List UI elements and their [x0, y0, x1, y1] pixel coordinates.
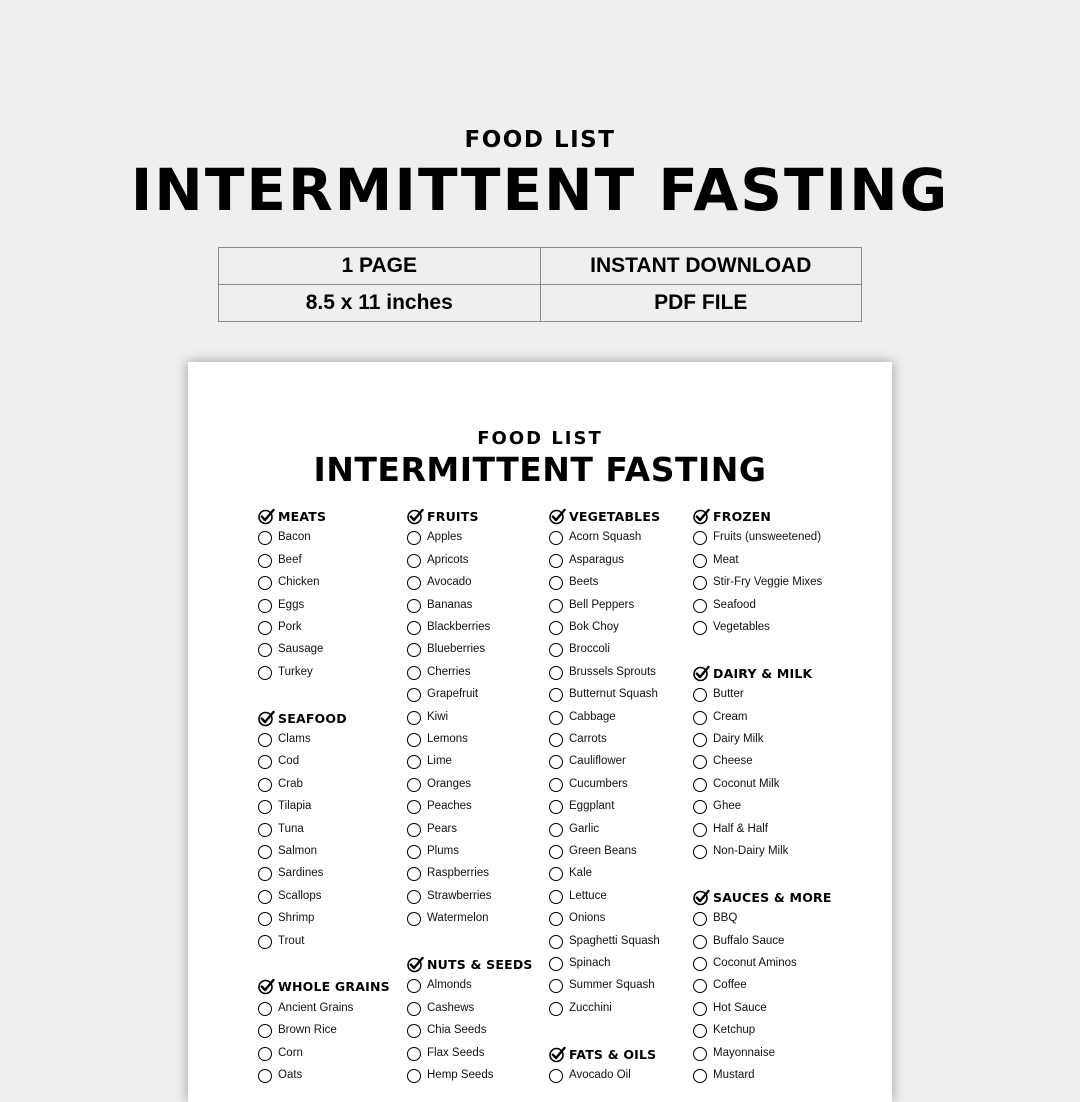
checkbox-circle[interactable]	[549, 666, 563, 680]
item-label: Tuna	[278, 822, 304, 835]
item-label: Hemp Seeds	[427, 1069, 494, 1081]
item-label: Asparagus	[569, 553, 624, 566]
checkbox-circle[interactable]	[693, 1024, 707, 1038]
checkbox-circle[interactable]	[549, 823, 563, 837]
item-label: Chia Seeds	[427, 1024, 487, 1037]
item-label: Mayonnaise	[713, 1046, 776, 1059]
category-title: DAIRY & MILK	[713, 665, 813, 681]
category-title: SAUCES & MORE	[713, 889, 832, 905]
item-label: Eggplant	[569, 800, 615, 813]
item-label: Garlic	[569, 822, 600, 835]
checkbox-circle[interactable]	[258, 1047, 272, 1061]
checkbox-circle[interactable]	[407, 979, 421, 993]
checkbox-circle[interactable]	[407, 1047, 421, 1061]
checkbox-circle[interactable]	[407, 621, 421, 635]
checkbox-circle[interactable]	[407, 823, 421, 837]
checkbox-circle[interactable]	[693, 845, 707, 859]
item-label: Coconut Aminos	[713, 957, 797, 969]
item-label: Cabbage	[569, 710, 616, 723]
item-label: Bacon	[278, 531, 311, 544]
checkbox-circle[interactable]	[407, 531, 421, 545]
info-row	[219, 285, 862, 322]
item-label: Brussels Sprouts	[569, 665, 656, 678]
info-table	[218, 247, 862, 322]
info-cell-size: 8.5 x 11 inches	[219, 285, 541, 322]
item-label: Beets	[569, 576, 599, 589]
checkbox-circle[interactable]	[258, 1069, 272, 1083]
checkbox-circle[interactable]	[258, 576, 272, 590]
checkbox-circle[interactable]	[258, 890, 272, 904]
item-label: Watermelon	[427, 912, 489, 925]
check-circle-icon	[407, 508, 424, 525]
checkbox-circle[interactable]	[549, 935, 563, 949]
checkbox-circle[interactable]	[407, 778, 421, 792]
check-circle-icon	[258, 508, 275, 525]
promo-title: INTERMITTENT FASTING	[130, 156, 950, 224]
checkbox-circle[interactable]	[549, 711, 563, 725]
item-label: Scallops	[278, 889, 322, 902]
checkbox-circle[interactable]	[693, 599, 707, 613]
check-circle-icon	[693, 508, 710, 525]
category-title: FROZEN	[713, 509, 772, 524]
category-title: NUTS & SEEDS	[427, 957, 533, 972]
checkbox-circle[interactable]	[693, 688, 707, 702]
item-label: Spinach	[569, 957, 611, 969]
item-label: Sausage	[278, 643, 324, 656]
check-circle-icon	[693, 889, 710, 906]
item-label: Coconut Milk	[713, 777, 780, 790]
item-label: Pears	[427, 822, 458, 835]
info-cell-format: PDF FILE	[540, 285, 862, 322]
item-label: Corn	[278, 1046, 303, 1059]
item-label: Mustard	[713, 1069, 755, 1081]
item-label: Spaghetti Squash	[569, 934, 660, 947]
item-label: Seafood	[713, 598, 756, 611]
item-label: Fruits (unsweetened)	[713, 531, 822, 544]
item-label: Beef	[278, 553, 302, 566]
item-label: Butternut Squash	[569, 688, 658, 701]
info-row	[219, 248, 862, 285]
item-label: Kiwi	[427, 710, 449, 723]
checkbox-circle[interactable]	[693, 979, 707, 993]
checkbox-circle[interactable]	[549, 1002, 563, 1016]
checkbox-circle[interactable]	[693, 621, 707, 635]
item-label: Strawberries	[427, 889, 492, 902]
checkbox-circle[interactable]	[693, 778, 707, 792]
item-label: Summer Squash	[569, 979, 655, 992]
checkbox-circle[interactable]	[693, 1002, 707, 1016]
checkbox-circle[interactable]	[407, 800, 421, 814]
item-label: Onions	[569, 912, 606, 925]
item-label: Cauliflower	[569, 755, 626, 768]
checkbox-circle[interactable]	[407, 845, 421, 859]
category-title: VEGETABLES	[569, 509, 661, 524]
checkbox-circle[interactable]	[258, 733, 272, 747]
item-label: Apples	[427, 531, 463, 544]
item-label: Shrimp	[278, 912, 315, 925]
check-circle-icon	[549, 1046, 566, 1063]
checkbox-circle[interactable]	[258, 823, 272, 837]
checkbox-circle[interactable]	[693, 711, 707, 725]
item-label: Trout	[278, 934, 305, 947]
sheet-title: INTERMITTENT FASTING	[313, 450, 767, 489]
checkbox-circle[interactable]	[407, 711, 421, 725]
checkbox-circle[interactable]	[549, 755, 563, 769]
checkbox-circle[interactable]	[549, 1069, 563, 1083]
item-label: Plums	[427, 845, 459, 857]
item-label: Crab	[278, 777, 303, 790]
item-label: Cherries	[427, 665, 471, 678]
checkbox-circle[interactable]	[693, 554, 707, 568]
checkbox-circle[interactable]	[693, 935, 707, 949]
item-label: Pork	[278, 621, 302, 633]
checkbox-circle[interactable]	[258, 1002, 272, 1016]
item-label: Bananas	[427, 598, 473, 611]
category-title: FRUITS	[427, 509, 479, 524]
checkbox-circle[interactable]	[258, 554, 272, 568]
checkbox-circle[interactable]	[407, 890, 421, 904]
checkbox-circle[interactable]	[258, 1024, 272, 1038]
item-label: Zucchini	[569, 1001, 612, 1014]
checkbox-circle[interactable]	[258, 531, 272, 545]
item-label: Coffee	[713, 979, 747, 992]
checkbox-circle[interactable]	[407, 1024, 421, 1038]
item-label: Salmon	[278, 845, 317, 857]
checkbox-circle[interactable]	[407, 599, 421, 613]
item-label: Dairy Milk	[713, 733, 764, 745]
checkbox-circle[interactable]	[407, 1002, 421, 1016]
checkbox-circle[interactable]	[258, 935, 272, 949]
checkbox-circle[interactable]	[407, 1069, 421, 1083]
checkbox-circle[interactable]	[693, 957, 707, 971]
check-circle-icon	[258, 710, 275, 727]
item-label: Oranges	[427, 777, 472, 790]
item-label: Broccoli	[569, 643, 610, 656]
checkbox-circle[interactable]	[258, 912, 272, 926]
item-label: Bell Peppers	[569, 598, 635, 611]
checkbox-circle[interactable]	[549, 890, 563, 904]
checkbox-circle[interactable]	[258, 755, 272, 769]
item-label: Tilapia	[278, 800, 312, 813]
item-label: Cream	[713, 710, 748, 723]
item-label: Buffalo Sauce	[713, 934, 785, 947]
item-label: Cheese	[713, 755, 753, 768]
item-label: Half & Half	[713, 822, 768, 835]
item-label: Brown Rice	[278, 1024, 337, 1037]
item-label: Lime	[427, 755, 452, 768]
checkbox-circle[interactable]	[549, 800, 563, 814]
item-label: Meat	[713, 553, 739, 566]
checkbox-circle[interactable]	[549, 621, 563, 635]
checkbox-circle[interactable]	[549, 599, 563, 613]
item-label: Carrots	[569, 733, 607, 745]
checkbox-circle[interactable]	[693, 1047, 707, 1061]
item-label: Flax Seeds	[427, 1046, 485, 1059]
item-label: Peaches	[427, 800, 472, 813]
checkbox-circle[interactable]	[407, 643, 421, 657]
checkbox-circle[interactable]	[407, 666, 421, 680]
checkbox-circle[interactable]	[407, 867, 421, 881]
item-label: Avocado Oil	[569, 1069, 631, 1081]
checkbox-circle[interactable]	[549, 867, 563, 881]
item-label: Clams	[278, 733, 311, 745]
item-label: Bok Choy	[569, 621, 619, 633]
checkbox-circle[interactable]	[693, 733, 707, 747]
checkbox-circle[interactable]	[258, 800, 272, 814]
item-label: Stir-Fry Veggie Mixes	[713, 576, 823, 589]
item-label: Eggs	[278, 598, 305, 611]
item-label: Ghee	[713, 800, 742, 813]
checkbox-circle[interactable]	[549, 957, 563, 971]
check-circle-icon	[549, 508, 566, 525]
category-title: SEAFOOD	[278, 710, 347, 726]
item-label: Cucumbers	[569, 777, 628, 790]
item-label: Almonds	[427, 979, 472, 992]
item-label: BBQ	[713, 912, 738, 925]
checkbox-circle[interactable]	[693, 1069, 707, 1083]
promo-subtitle: FOOD LIST	[464, 127, 616, 153]
item-label: Ancient Grains	[278, 1001, 354, 1014]
checkbox-circle[interactable]	[549, 576, 563, 590]
item-label: Lettuce	[569, 889, 607, 902]
item-label: Apricots	[427, 553, 469, 566]
checkbox-circle[interactable]	[407, 755, 421, 769]
checkbox-circle[interactable]	[549, 733, 563, 747]
checkbox-circle[interactable]	[549, 845, 563, 859]
item-label: Vegetables	[713, 621, 770, 633]
checkbox-circle[interactable]	[407, 912, 421, 926]
check-circle-icon	[258, 978, 275, 995]
item-label: Cod	[278, 755, 300, 768]
info-cell-download: INSTANT DOWNLOAD	[540, 248, 862, 285]
category-title: FATS & OILS	[569, 1046, 657, 1062]
checkbox-circle[interactable]	[549, 554, 563, 568]
checkbox-circle[interactable]	[258, 778, 272, 792]
checkbox-circle[interactable]	[549, 778, 563, 792]
item-label: Lemons	[427, 733, 468, 745]
checkbox-circle[interactable]	[549, 688, 563, 702]
item-label: Turkey	[278, 665, 313, 678]
item-label: Chicken	[278, 576, 320, 589]
checkbox-circle[interactable]	[258, 643, 272, 657]
info-cell-pages: 1 PAGE	[219, 248, 541, 285]
item-label: Blueberries	[427, 643, 486, 656]
item-label: Raspberries	[427, 867, 489, 880]
item-label: Cashews	[427, 1001, 475, 1014]
checkbox-circle[interactable]	[407, 576, 421, 590]
item-label: Hot Sauce	[713, 1001, 767, 1014]
item-label: Green Beans	[569, 845, 637, 857]
item-label: Sardines	[278, 867, 324, 880]
checkbox-circle[interactable]	[549, 643, 563, 657]
item-label: Ketchup	[713, 1024, 756, 1037]
checkbox-circle[interactable]	[693, 755, 707, 769]
check-circle-icon	[407, 956, 424, 973]
item-label: Kale	[569, 867, 593, 880]
sheet-subtitle: FOOD LIST	[477, 428, 603, 449]
checkbox-circle[interactable]	[693, 531, 707, 545]
item-label: Acorn Squash	[569, 531, 642, 544]
category-title: MEATS	[278, 509, 327, 524]
checkbox-circle[interactable]	[258, 621, 272, 635]
item-label: Butter	[713, 688, 744, 701]
checkbox-circle[interactable]	[693, 800, 707, 814]
checkbox-circle[interactable]	[693, 823, 707, 837]
checkbox-circle[interactable]	[258, 599, 272, 613]
checkbox-circle[interactable]	[258, 666, 272, 680]
checkbox-circle[interactable]	[407, 733, 421, 747]
category-title: WHOLE GRAINS	[278, 979, 390, 995]
checkbox-circle[interactable]	[549, 912, 563, 926]
checkbox-circle[interactable]	[693, 912, 707, 926]
item-label: Grapefruit	[427, 688, 479, 701]
item-label: Avocado	[427, 576, 472, 589]
checkbox-circle[interactable]	[258, 845, 272, 859]
checkbox-circle[interactable]	[407, 688, 421, 702]
checkbox-circle[interactable]	[258, 867, 272, 881]
item-label: Blackberries	[427, 621, 491, 633]
checkbox-circle[interactable]	[549, 979, 563, 993]
check-circle-icon	[693, 665, 710, 682]
item-label: Oats	[278, 1069, 303, 1081]
checkbox-circle[interactable]	[407, 554, 421, 568]
checkbox-circle[interactable]	[549, 531, 563, 545]
checkbox-circle[interactable]	[693, 576, 707, 590]
item-label: Non-Dairy Milk	[713, 845, 789, 857]
food-list-sheet	[188, 362, 892, 1102]
